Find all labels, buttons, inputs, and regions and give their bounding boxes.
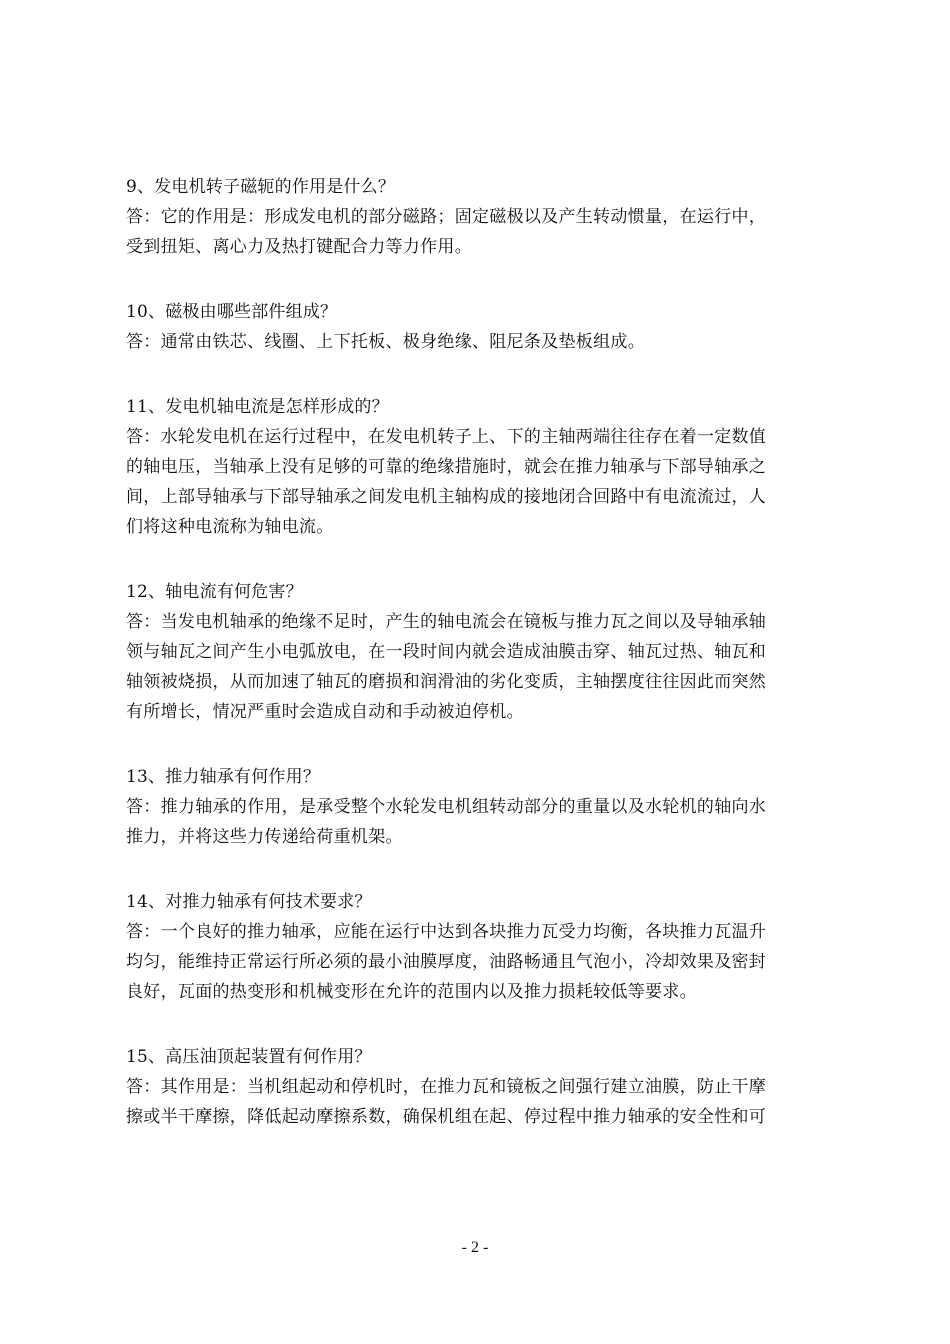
answer-15-line-2: 擦或半干摩擦，降低起动摩擦系数，确保机组在起、停过程中推力轴承的安全性和可 [126,1107,767,1127]
question-15: 15、高压油顶起装置有何作用？ [126,1047,372,1067]
answer-12-line-2: 领与轴瓦之间产生小电弧放电，在一段时间内就会造成油膜击穿、轴瓦过热、轴瓦和 [126,642,767,662]
question-13: 13、推力轴承有何作用？ [126,767,321,787]
qa-item-15 [126,1042,832,1132]
answer-14-line-1: 答：一个良好的推力轴承，应能在运行中达到各块推力瓦受力均衡，各块推力瓦温升 [126,922,767,942]
question-10: 10、磁极由哪些部件组成？ [126,302,338,322]
qa-content [126,172,832,1167]
answer-11-line-3: 间，上部导轴承与下部导轴承之间发电机主轴构成的接地闭合回路中有电流流过，人 [126,487,767,507]
qa-item-13 [126,762,832,852]
answer-14-line-2: 均匀，能维持正常运行所必须的最小油膜厚度，油路畅通且气泡小，冷却效果及密封 [126,952,767,972]
answer-13-line-2: 推力，并将这些力传递给荷重机架。 [126,827,403,847]
qa-item-14 [126,887,832,1007]
answer-12-line-4: 有所增长，情况严重时会造成自动和手动被迫停机。 [126,702,524,722]
answer-12-line-3: 轴领被烧损，从而加速了轴瓦的磨损和润滑油的劣化变质，主轴摆度往往因此而突然 [126,672,767,692]
answer-14-line-3: 良好，瓦面的热变形和机械变形在允许的范围内以及推力损耗较低等要求。 [126,982,697,1002]
page-number: - 2 - [461,1239,489,1256]
question-9: 9、发电机转子磁轭的作用是什么？ [126,177,396,197]
question-11: 11、发电机轴电流是怎样形成的？ [126,397,389,417]
answer-11-line-1: 答：水轮发电机在运行过程中，在发电机转子上、下的主轴两端往往存在着一定数值 [126,427,767,447]
question-14: 14、对推力轴承有何技术要求？ [126,892,372,912]
answer-12-line-1: 答：当发电机轴承的绝缘不足时，产生的轴电流会在镜板与推力瓦之间以及导轴承轴 [126,612,767,632]
answer-11-line-2: 的轴电压，当轴承上没有足够的可靠的绝缘措施时，就会在推力轴承与下部导轴承之 [126,457,767,477]
qa-item-12 [126,577,832,727]
answer-13-line-1: 答：推力轴承的作用，是承受整个水轮发电机组转动部分的重量以及水轮机的轴向水 [126,797,767,817]
answer-9-line-2: 受到扭矩、离心力及热打键配合力等力作用。 [126,237,472,257]
qa-item-11 [126,392,832,542]
qa-item-9 [126,172,832,262]
qa-item-10 [126,297,832,357]
answer-11-line-4: 们将这种电流称为轴电流。 [126,517,334,537]
answer-9-line-1: 答：它的作用是：形成发电机的部分磁路；固定磁极以及产生转动惯量，在运行中， [126,207,767,227]
question-12: 12、轴电流有何危害？ [126,582,303,602]
answer-10-line-1: 答：通常由铁芯、线圈、上下托板、极身绝缘、阻尼条及垫板组成。 [126,332,645,352]
answer-15-line-1: 答：其作用是：当机组起动和停机时，在推力瓦和镜板之间强行建立油膜，防止干摩 [126,1077,767,1097]
